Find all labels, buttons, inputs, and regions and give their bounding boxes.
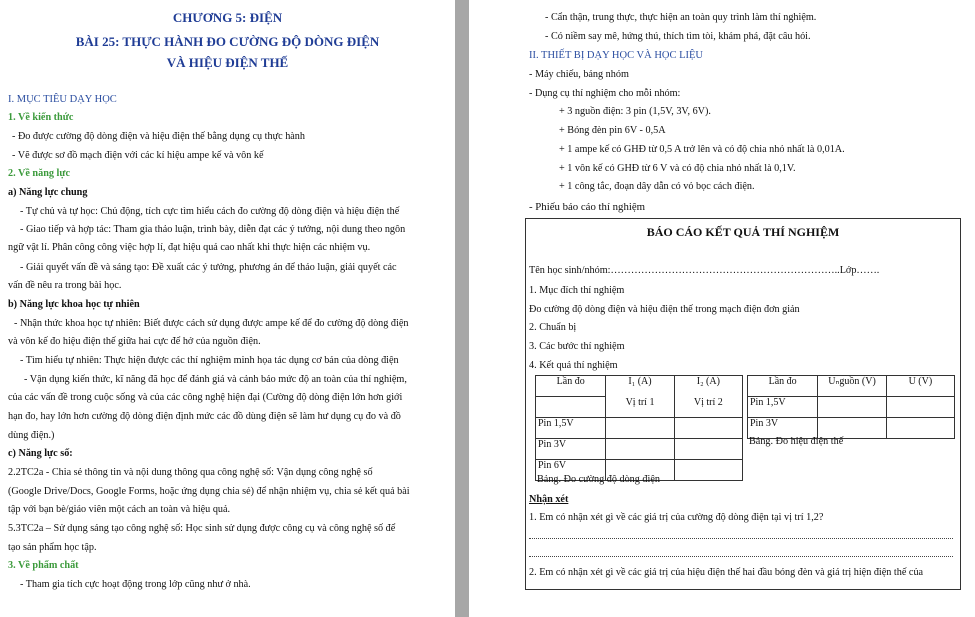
- table-cell: [674, 460, 742, 481]
- table-row-label: Pin 3V: [536, 439, 606, 460]
- table-row: [536, 418, 743, 439]
- paragraph-line: - Có niềm say mê, hứng thú, thích tìm tòi, khám phá, đặt câu hỏi.: [545, 31, 811, 42]
- subheading-knowledge: 1. Về kiến thức: [8, 112, 74, 123]
- document-page-2: [469, 0, 975, 617]
- list-item: + 1 công tắc, đoạn dây dẫn có vỏ bọc cách điện.: [559, 181, 755, 192]
- subheading-general: a) Năng lực chung: [8, 187, 88, 198]
- report-item: 4. Kết quả thí nghiệm: [529, 360, 618, 371]
- paragraph-line: hạn đo, hay lớn hơn cường độ dòng điện định mức các đồ dùng điện sẽ làm hư dụng cụ đo và đồ: [8, 411, 401, 422]
- paragraph-line: ngữ vật lí. Phân công công việc hợp lí, đạt hiệu quả cao nhất khi thực hiện các nhiệm vụ.: [8, 242, 371, 253]
- paragraph-line: và vôn kế đo hiệu điện thế giữa hai cực để hở của nguồn điện.: [8, 336, 261, 347]
- table-cell: [818, 397, 886, 418]
- table-cell: [886, 418, 954, 439]
- lesson-title-line-1: BÀI 25: THỰC HÀNH ĐO CƯỜNG ĐỘ DÒNG ĐIỆN: [75, 34, 380, 49]
- paragraph-line: dùng điện.): [8, 430, 55, 441]
- subheading-digital: c) Năng lực số:: [8, 448, 73, 459]
- paragraph-line: - Vận dụng kiến thức, kĩ năng đã học để đánh giá và cảnh báo mức độ an toàn của thí nghiệm,: [24, 374, 407, 385]
- paragraph-line: - Nhận thức khoa học tự nhiên: Biết được cách sử dụng được ampe kế để đo cường độ dòng điện: [14, 318, 409, 329]
- paragraph-line: - Tự chủ và tự học: Chủ động, tích cực tìm hiểu cách đo cường độ dòng điện và hiệu điện thế: [20, 206, 400, 217]
- section-heading-equipment: II. THIẾT BỊ DẠY HỌC VÀ HỌC LIỆU: [529, 50, 704, 61]
- subheading-natural-science: b) Năng lực khoa học tự nhiên: [8, 299, 140, 310]
- paragraph-line: 2.2TC2a - Chia sẻ thông tin và nội dung thông qua công nghệ số: Vận dụng công nghệ số: [8, 467, 373, 478]
- paragraph-line: - Cẩn thận, trung thực, thực hiện an toàn quy trình làm thí nghiệm.: [545, 12, 817, 23]
- paragraph-line: - Giải quyết vấn đề và sáng tạo: Đề xuất các ý tưởng, phương án để thảo luận, giải quyết các: [20, 262, 397, 273]
- table-caption: Bảng. Đo cường độ dòng điện: [537, 474, 660, 485]
- answer-line: [529, 556, 953, 557]
- remarks-title: Nhận xét: [529, 494, 569, 505]
- paragraph-line: tạo sản phẩm học tập.: [8, 542, 97, 553]
- list-item: + 1 vôn kế có GHĐ từ 6 V và có độ chia nhỏ nhất là 0,1V.: [559, 163, 796, 174]
- table-header-cell: Lần đo: [748, 376, 818, 397]
- paragraph-line: - Tham gia tích cực hoạt động trong lớp cũng như ở nhà.: [20, 579, 251, 590]
- table-cell: [606, 418, 674, 439]
- subheading-competence: 2. Về năng lực: [8, 168, 70, 179]
- table-header-cell: I₁ (A): [606, 376, 674, 397]
- table-cell: [536, 397, 606, 418]
- voltage-table: [747, 375, 955, 439]
- paragraph-line: - Máy chiếu, bảng nhóm: [529, 69, 629, 80]
- report-name-line: Tên học sinh/nhóm:…………………………………………………………..Lớp…….: [529, 265, 880, 276]
- table-header-cell: Uₙguồn (V): [818, 376, 886, 397]
- paragraph-line: - Vẽ được sơ đồ mạch điện với các kí hiệu ampe kế và vôn kế: [12, 150, 264, 161]
- current-table: [535, 375, 743, 481]
- table-header-cell: U (V): [886, 376, 954, 397]
- list-item: + 3 nguồn điện: 3 pin (1,5V, 3V, 6V).: [559, 106, 711, 117]
- table-row-label: Pin 1,5V: [748, 397, 818, 418]
- list-item: + Bóng đèn pin 6V - 0,5A: [559, 125, 666, 136]
- paragraph-line: của các vấn đề trong cuộc sống và của các công nghệ hiện đại (Cường độ dòng điện lớn hơn giới: [8, 392, 403, 403]
- table-row-label: Pin 6V: [536, 460, 606, 481]
- paragraph-line: - Tìm hiểu tự nhiên: Thực hiện được các thí nghiệm minh họa tác dụng cơ bản của dòng điện: [20, 355, 399, 366]
- paragraph-line: - Phiếu báo cáo thí nghiệm: [529, 201, 646, 213]
- paragraph-line: vấn đề nêu ra trong bài học.: [8, 280, 122, 291]
- paragraph-line: tập với bạn bè/giáo viên một cách an toàn và hiệu quả.: [8, 504, 231, 515]
- report-item: 3. Các bước thí nghiệm: [529, 341, 625, 352]
- remark-question-2: 2. Em có nhận xét gì về các giá trị của hiệu điện thế hai đầu bóng đèn và giá trị hiện điện thế của: [529, 567, 924, 578]
- list-item: + 1 ampe kế có GHĐ từ 0,5 A trở lên và có độ chia nhỏ nhất là 0,01A.: [559, 144, 845, 155]
- table-cell: [886, 397, 954, 418]
- answer-line: [529, 538, 953, 539]
- table-header-cell: I₂ (A): [674, 376, 742, 397]
- table-row-label: Pin 1,5V: [536, 418, 606, 439]
- remark-question-1: 1. Em có nhận xét gì về các giá trị của cường độ dòng điện tại vị trí 1,2?: [529, 512, 824, 523]
- paragraph-line: 5.3TC2a – Sử dụng sáng tạo công nghệ số: Học sinh sử dụng được công cụ và công nghệ số để: [8, 523, 396, 534]
- table-row: [536, 439, 743, 460]
- table-cell: [674, 418, 742, 439]
- table-subheader-cell: Vị trí 1: [606, 397, 674, 418]
- report-item: 2. Chuẩn bị: [529, 322, 577, 333]
- lesson-title-line-2: VÀ HIỆU ĐIỆN THẾ: [166, 55, 289, 70]
- paragraph-line: - Giao tiếp và hợp tác: Tham gia thảo luận, trình bày, diễn đạt các ý tưởng, nội dung theo ngôn: [20, 224, 406, 235]
- section-heading-objectives: I. MỤC TIÊU DẠY HỌC: [8, 94, 117, 105]
- paragraph-line: - Đo được cường độ dòng điện và hiệu điện thế bằng dụng cụ thực hành: [12, 131, 305, 142]
- chapter-title: CHƯƠNG 5: ĐIỆN: [172, 10, 283, 25]
- table-row: [748, 397, 955, 418]
- document-page-1: [0, 0, 455, 617]
- paragraph-line: - Dụng cụ thí nghiệm cho mỗi nhóm:: [529, 88, 681, 99]
- table-row-label: Pin 3V: [748, 418, 818, 439]
- table-cell: [606, 439, 674, 460]
- table-header-cell: Lần đo: [536, 376, 606, 397]
- subheading-qualities: 3. Về phẩm chất: [8, 560, 79, 571]
- table-caption: Bảng. Đo hiệu điện thế: [749, 436, 844, 447]
- report-title: BÁO CÁO KẾT QUẢ THÍ NGHIỆM: [646, 225, 840, 239]
- paragraph-line: (Google Drive/Docs, Google Forms, hoặc ứng dụng chia sẻ) để nhận nhiệm vụ, chia sẻ kết quả bài: [8, 486, 410, 497]
- report-item: Đo cường độ dòng điện và hiệu điện thế trong mạch điện đơn giản: [529, 304, 800, 315]
- table-cell: [674, 439, 742, 460]
- table-subheader-cell: Vị trí 2: [674, 397, 742, 418]
- report-item: 1. Mục đích thí nghiệm: [529, 285, 625, 296]
